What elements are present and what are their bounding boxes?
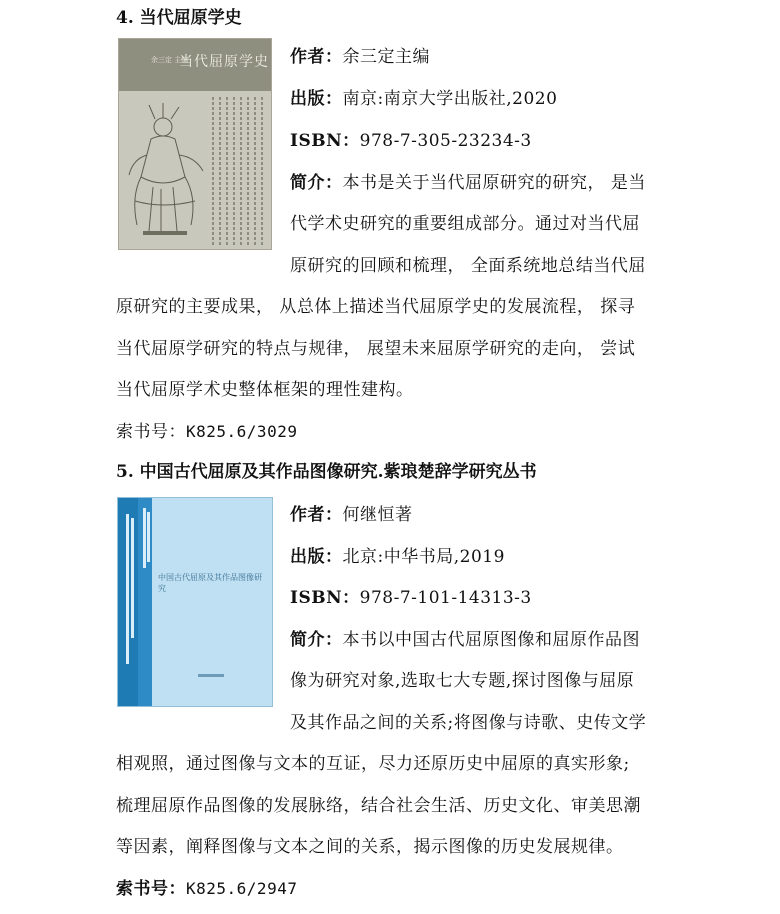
book-5-summary-line-4: 相观照，通过图像与文本的互证，尽力还原历史中屈原的真实形象; — [116, 754, 630, 774]
book-5-publish-row — [290, 542, 505, 567]
book-4-summary-line-1 — [290, 168, 646, 193]
book-4-cover-editor: 余三定 主编 — [151, 56, 189, 64]
book-5-heading: 5. 中国古代屈原及其作品图像研究.紫琅楚辞学研究丛书 — [116, 462, 537, 482]
book-4-author-label: 作者： — [290, 47, 343, 67]
book-5-author-row — [290, 500, 413, 525]
book-4-isbn: 978-7-305-23234-3 — [359, 131, 532, 151]
book-5-summary-line-2: 像为研究对象,选取七大专题,探讨图像与屈原 — [290, 671, 635, 691]
book-5-author: 何继恒著 — [342, 505, 413, 525]
book-5-isbn-label: ISBN： — [290, 588, 360, 608]
book-4-author-row — [290, 42, 430, 67]
book-4-publish-label: 出版： — [290, 89, 343, 109]
book-5-publish: 北京:中华书局,2019 — [342, 547, 505, 567]
book-5-isbn: 978-7-101-14313-3 — [359, 588, 532, 608]
book-4-publish: 南京:南京大学出版社,2020 — [342, 89, 558, 109]
book-5-cover-image — [117, 497, 273, 707]
book-4-cover-illustration — [125, 97, 207, 237]
book-5-call-label: 索书号： — [116, 879, 186, 899]
book-4-isbn-label: ISBN： — [290, 131, 360, 151]
book-5-summary-line-6: 等因素，阐释图像与文本之间的关系，揭示图像的历史发展规律。 — [116, 837, 624, 857]
book-4-summary-line-4: 原研究的主要成果， 从总体上描述当代屈原学史的发展流程， 探寻 — [116, 297, 636, 317]
book-4-call-label: 索书号： — [116, 422, 186, 442]
book-5-summary-line-5: 梳理屈原作品图像的发展脉络，结合社会生活、历史文化、审美思潮 — [116, 796, 641, 816]
book-4-publish-row — [290, 84, 557, 109]
book-4-summary-line-2: 代学术史研究的重要组成部分。通过对当代屈 — [290, 214, 640, 234]
book-4-isbn-row — [290, 126, 532, 151]
book-4-cover-title: 当代屈原学史 — [179, 54, 269, 70]
book-4-call-number-row — [116, 417, 297, 442]
book-5-summary-label: 简介： — [290, 630, 343, 650]
book-4-call-number: K825.6/3029 — [186, 422, 298, 441]
book-5-summary-line-3: 及其作品之间的关系;将图像与诗歌、史传文学 — [290, 713, 647, 733]
book-5-summary-text-1: 本书以中国古代屈原图像和屈原作品图 — [342, 630, 640, 650]
book-4-cover-text-pattern — [209, 97, 267, 247]
book-5-publish-label: 出版： — [290, 547, 343, 567]
book-5-call-number: K825.6/2947 — [186, 879, 298, 898]
book-5-summary-line-1 — [290, 625, 640, 650]
book-4-summary-label: 简介： — [290, 173, 343, 193]
book-5-author-label: 作者： — [290, 505, 343, 525]
book-4-heading: 4. 当代屈原学史 — [116, 8, 242, 28]
book-5-call-number-row — [116, 874, 297, 899]
book-5-cover-title: 中国古代屈原及其作品图像研究 — [158, 573, 262, 593]
book-4-summary-line-5: 当代屈原学研究的特点与规律， 展望未来屈原学研究的走向， 尝试 — [116, 339, 636, 359]
book-4-summary-text-1: 本书是关于当代屈原研究的研究， 是当 — [342, 173, 646, 193]
book-4-cover-image — [118, 38, 272, 250]
book-5-isbn-row — [290, 583, 532, 608]
book-4-author: 余三定主编 — [342, 47, 430, 67]
book-4-summary-line-6: 当代屈原学术史整体框架的理性建构。 — [116, 380, 414, 400]
book-4-summary-line-3: 原研究的回顾和梳理， 全面系统地总结当代屈 — [290, 256, 646, 276]
